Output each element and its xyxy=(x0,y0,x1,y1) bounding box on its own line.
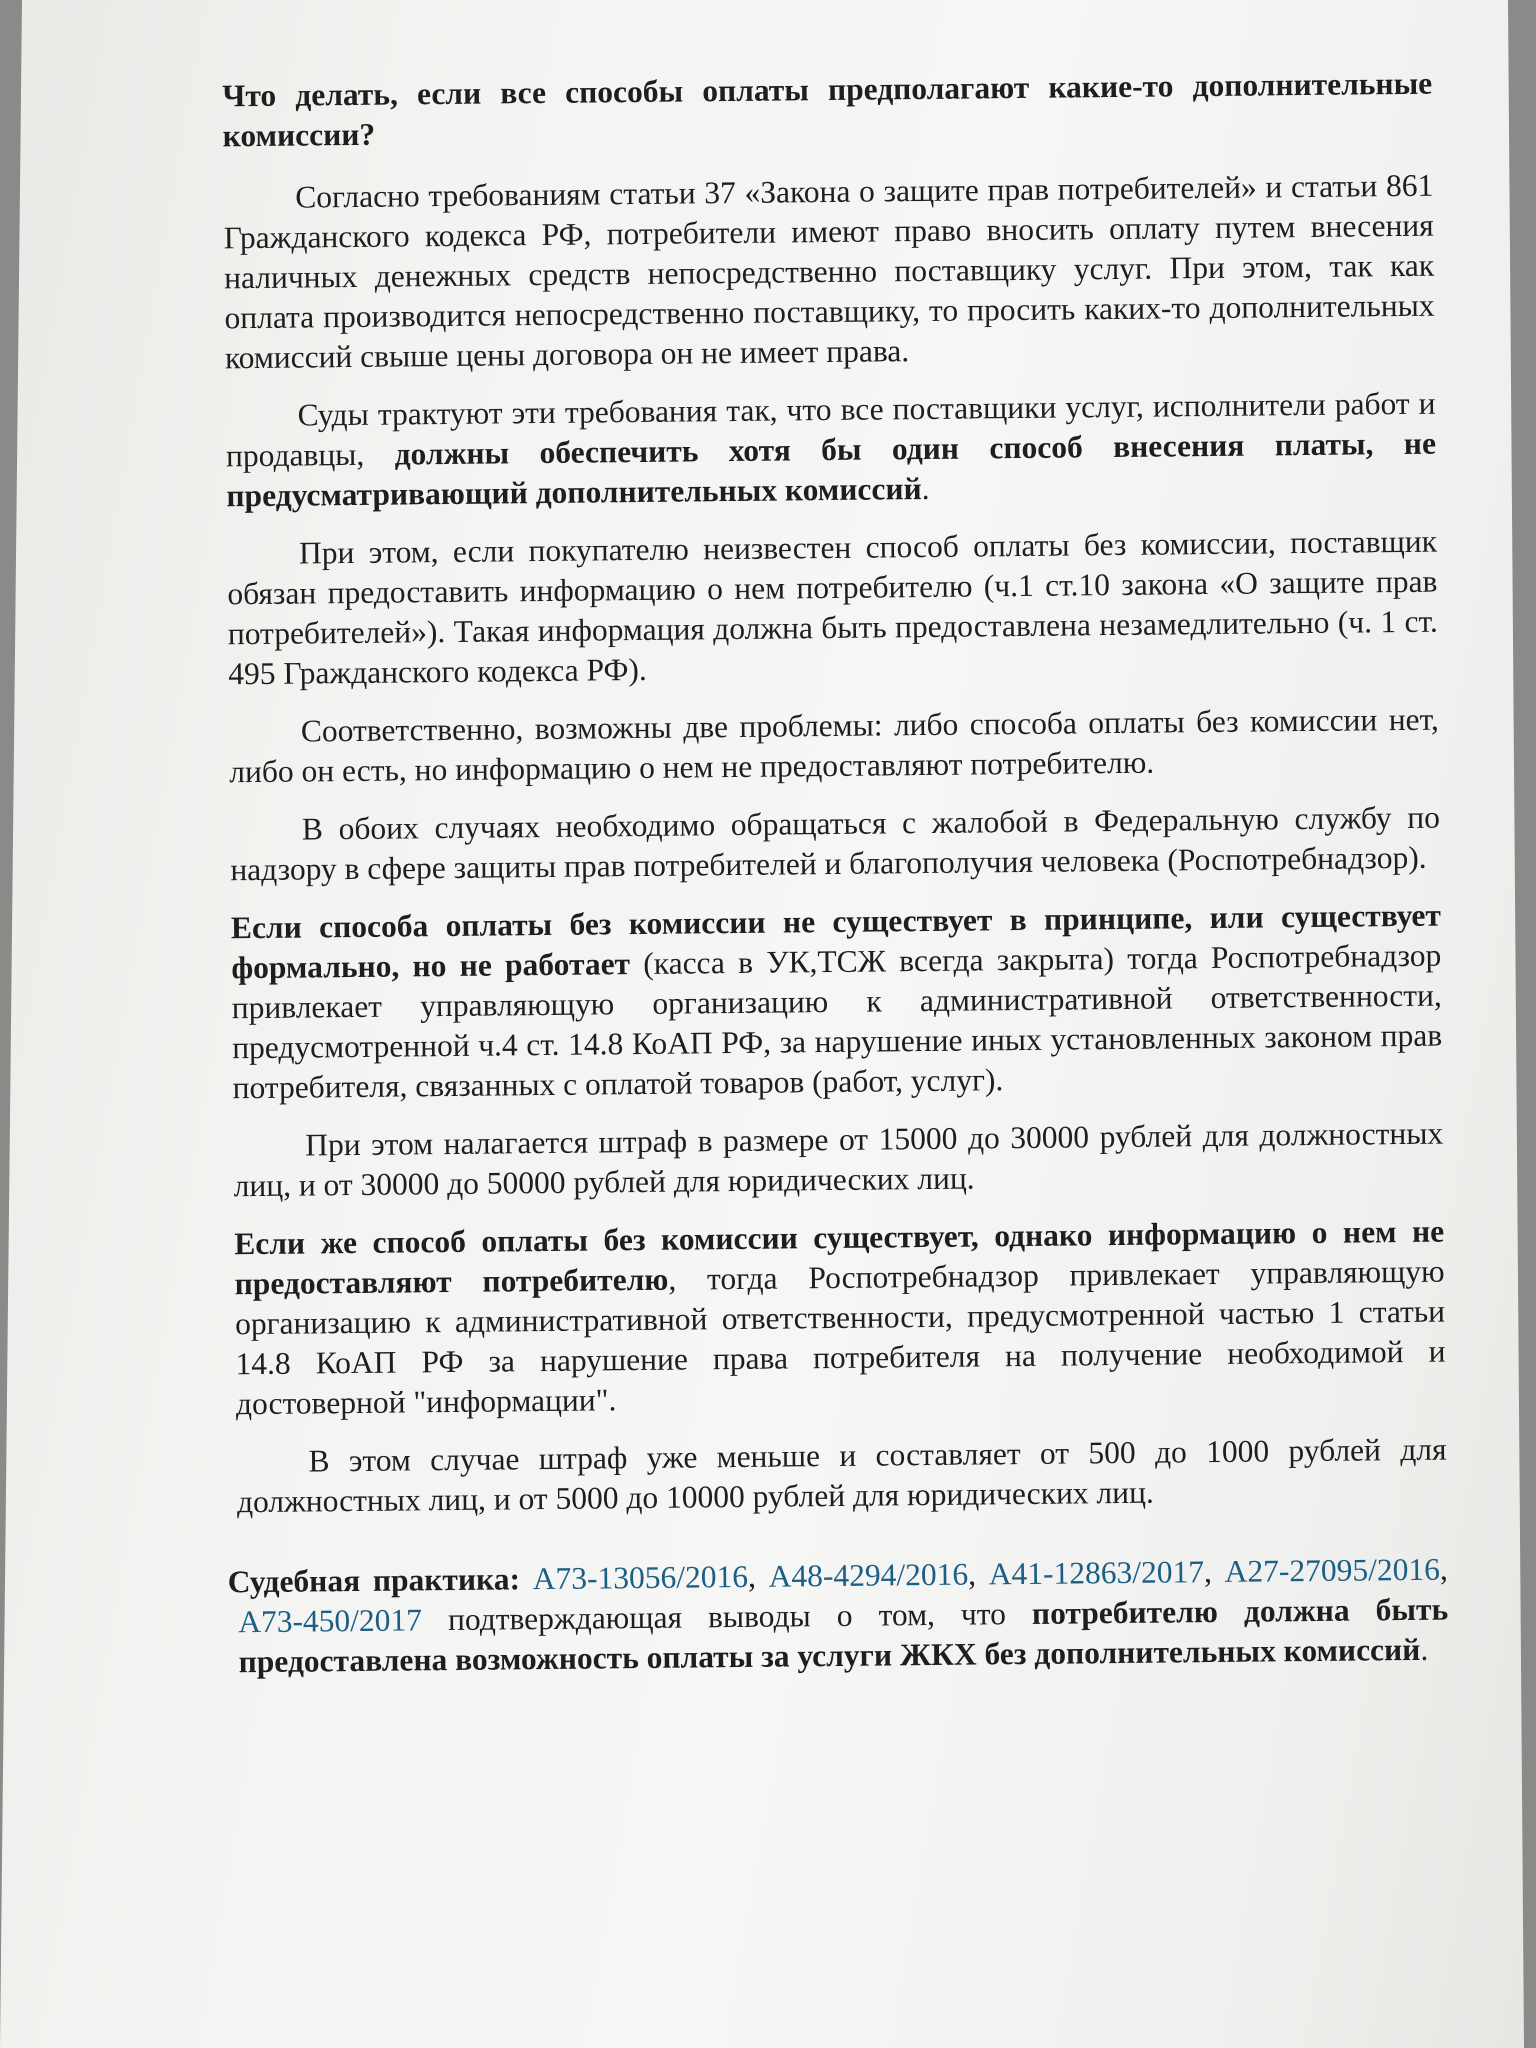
paragraph-6 xyxy=(231,896,1443,1109)
paragraph-8 xyxy=(234,1212,1446,1425)
paragraph-2-text: Суды трактуют эти требования так, что все поставщики услуг, исполнители работ и продавцы, xyxy=(225,385,1436,474)
paragraph-8-bold: Если же способ оплаты без комиссии существует, однако информацию о нем не предоставляют потребителю xyxy=(234,1213,1445,1302)
document-heading: Что делать, если все способы оплаты предполагают какие-то дополнительные комиссии? xyxy=(222,65,1433,154)
case-separator: , xyxy=(1439,1551,1448,1587)
court-practice-bold: потребителю должна быть предоставлена возможность оплаты за услуги ЖКХ без дополнительных комиссий xyxy=(238,1591,1449,1680)
paragraph-5: В обоих случаях необходимо обращаться с жалобой в Федеральную службу по надзору в сфере защиты прав потребителей и благополучия человека (Роспотребнадзор). xyxy=(230,799,1441,888)
paragraph-7: При этом налагается штраф в размере от 15000 до 30000 рублей для должностных лиц, и от 30000 до 50000 рублей для юридических лиц. xyxy=(233,1115,1444,1204)
paragraph-8-text: , тогда Роспотребнадзор привлекает управляющую организацию к административной ответственности, предусмотренной частью 1 статьи 14.8 КоАП РФ за нарушение права потребителя на получение необходимой и достоверной "информации". xyxy=(234,1253,1446,1422)
case-link-4[interactable]: А27-27095/2016 xyxy=(1224,1551,1441,1589)
paragraph-9: В этом случае штраф уже меньше и составляет от 500 до 1000 рублей для должностных лиц, и от 5000 до 10000 рублей для юридических лиц. xyxy=(236,1431,1447,1520)
paragraph-2-tail: . xyxy=(921,470,930,507)
case-link-5[interactable]: А73-450/2017 xyxy=(238,1602,423,1640)
paragraph-2-bold: должны обеспечить хотя бы один способ внесения платы, не предусматривающий дополнительных комиссий xyxy=(226,425,1437,514)
paragraph-3: При этом, если покупателю неизвестен способ оплаты без комиссии, поставщик обязан предоставить информацию о нем потребителю (ч.1 ст.10 закона «О защите прав потребителей»). Такая информация должна быть предоставлена незамедлительно (ч. 1 ст. 495 Гражданского кодекса РФ). xyxy=(227,523,1438,692)
case-separator: , xyxy=(747,1558,769,1594)
paragraph-6-text: (касса в УК,ТСЖ всегда закрыта) тогда Роспотребнадзор привлекает управляющую организацию к административной ответственности, предусмотренной ч.4 ст. 14.8 КоАП РФ, за нарушение иных установленных законом прав потребителя, связанных с оплатой товаров (работ, услуг). xyxy=(231,937,1443,1106)
case-link-2[interactable]: А48-4294/2016 xyxy=(768,1556,969,1594)
case-link-3[interactable]: А41-12863/2017 xyxy=(988,1554,1205,1592)
court-practice-text: подтверждающая выводы о том, что xyxy=(421,1595,1033,1638)
court-practice-tail: . xyxy=(1420,1631,1429,1667)
case-link-1[interactable]: А73-13056/2016 xyxy=(532,1558,749,1597)
case-separator: , xyxy=(1203,1553,1225,1590)
paragraph-1: Согласно требованиям статьи 37 «Закона о защите прав потребителей» и статьи 861 Гражданского кодекса РФ, потребители имеют право вносить оплату путем внесения наличных денежных средств непосредственно поставщику услуг. При этом, так как оплата производится непосредственно поставщику, то просить каких-то дополнительных комиссий свыше цены договора он не имеет права. xyxy=(223,167,1435,376)
case-separator: , xyxy=(967,1556,989,1592)
court-practice-label: Судебная практика: xyxy=(227,1561,521,1600)
paragraph-4: Соответственно, возможны две проблемы: либо способа оплаты без комиссии нет, либо он есть, но информацию о нем не предоставляют потребителю. xyxy=(229,701,1440,790)
paragraph-6-bold: Если способа оплаты без комиссии не существует в принципе, или существует формально, но не работает xyxy=(230,897,1442,986)
court-practice-paragraph xyxy=(227,1550,1449,1683)
paragraph-2 xyxy=(225,384,1436,517)
document-page xyxy=(222,64,1449,1701)
